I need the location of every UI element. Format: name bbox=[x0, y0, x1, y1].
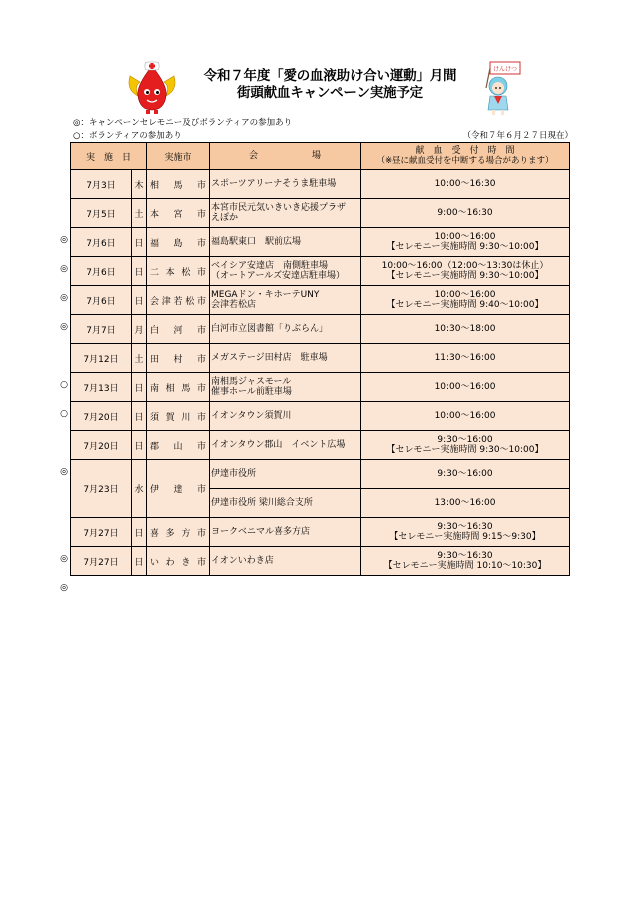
time-line: 10:00～16:00 bbox=[434, 382, 496, 392]
cell-time bbox=[361, 286, 570, 315]
cell-venue bbox=[210, 460, 361, 489]
time-line: 9:30～16:30 bbox=[437, 551, 493, 561]
venue-line: イオンタウン郡山 イベント広場 bbox=[211, 440, 346, 450]
header-date: 実 施 日 bbox=[71, 143, 147, 170]
time-line: 10:30～18:00 bbox=[434, 324, 496, 334]
cell-date: 7月6日 bbox=[71, 286, 132, 315]
cell-weekday: 日 bbox=[132, 402, 147, 431]
cell-time bbox=[361, 199, 570, 228]
schedule-body bbox=[71, 170, 570, 576]
venue-line: イオンタウン須賀川 bbox=[211, 411, 292, 421]
cell-weekday: 土 bbox=[132, 199, 147, 228]
title-line-2: 街頭献血キャンペーン実施予定 bbox=[237, 85, 423, 101]
time-line: 【セレモニー実施時間 9:30～10:00】 bbox=[386, 445, 544, 455]
cell-time bbox=[361, 170, 570, 199]
cell-venue bbox=[210, 199, 361, 228]
cell-date: 7月23日 bbox=[71, 460, 132, 518]
participation-mark: ○ bbox=[60, 379, 68, 390]
venue-line: 催事ホール前駐車場 bbox=[211, 387, 292, 397]
legend-double-circle: ◎：キャンペーンセレモニー及びボランティアの参加あり bbox=[73, 118, 293, 128]
cell-weekday: 日 bbox=[132, 228, 147, 257]
cell-venue bbox=[210, 344, 361, 373]
cell-time bbox=[361, 315, 570, 344]
blood-drop-mascot-icon bbox=[124, 56, 180, 116]
cell-time bbox=[361, 228, 570, 257]
table-row bbox=[71, 257, 570, 286]
table-row bbox=[71, 373, 570, 402]
cell-date: 7月20日 bbox=[71, 431, 132, 460]
cell-city: 会津若松市 bbox=[147, 286, 210, 315]
cell-weekday: 日 bbox=[132, 431, 147, 460]
table-row bbox=[71, 460, 570, 489]
venue-line: MEGAドン・キホーテUNY bbox=[211, 290, 320, 300]
venue-line: 伊達市役所 梁川総合支所 bbox=[211, 498, 313, 508]
table-row bbox=[71, 402, 570, 431]
cell-city: 二本松市 bbox=[147, 257, 210, 286]
table-row bbox=[71, 315, 570, 344]
venue-line: 会津若松店 bbox=[211, 300, 257, 310]
time-line: 10:00～16:00（12:00～13:30は休止） bbox=[381, 261, 549, 271]
time-line: 9:30～16:00 bbox=[437, 469, 493, 479]
venue-line: 南相馬ジャスモール bbox=[211, 377, 292, 387]
cell-venue bbox=[210, 489, 361, 518]
cell-time bbox=[361, 431, 570, 460]
venue-line: 伊達市役所 bbox=[211, 469, 257, 479]
table-row bbox=[71, 344, 570, 373]
cell-city: 南相馬市 bbox=[147, 373, 210, 402]
cell-weekday: 水 bbox=[132, 460, 147, 518]
time-line: 【セレモニー実施時間 9:40～10:00】 bbox=[386, 300, 544, 310]
cell-venue bbox=[210, 257, 361, 286]
venue-line: 白河市立図書館「りぶらん」 bbox=[211, 324, 329, 334]
time-line: 11:30～16:00 bbox=[434, 353, 496, 363]
cell-city: いわき市 bbox=[147, 547, 210, 576]
cell-weekday: 日 bbox=[132, 518, 147, 547]
cell-city: 喜多方市 bbox=[147, 518, 210, 547]
cell-venue bbox=[210, 315, 361, 344]
cell-date: 7月20日 bbox=[71, 402, 132, 431]
table-row bbox=[71, 431, 570, 460]
cell-date: 7月12日 bbox=[71, 344, 132, 373]
cell-date: 7月13日 bbox=[71, 373, 132, 402]
time-line: 10:00～16:00 bbox=[434, 290, 496, 300]
cell-venue bbox=[210, 373, 361, 402]
cell-city: 須賀川市 bbox=[147, 402, 210, 431]
cell-date: 7月3日 bbox=[71, 170, 132, 199]
time-line: 10:00～16:00 bbox=[434, 232, 496, 242]
cell-weekday: 日 bbox=[132, 547, 147, 576]
cell-weekday: 月 bbox=[132, 315, 147, 344]
participation-mark: ◎ bbox=[60, 234, 68, 245]
cell-weekday: 日 bbox=[132, 257, 147, 286]
header-venue: 会 場 bbox=[210, 143, 361, 170]
cell-time bbox=[361, 257, 570, 286]
mascot-sign-text: けんけつ bbox=[492, 66, 518, 73]
venue-line: 本宮市民元気いきいき応援プラザ bbox=[211, 203, 347, 213]
venue-line: メガステージ田村店 駐車場 bbox=[211, 353, 328, 363]
cell-time bbox=[361, 344, 570, 373]
cell-time bbox=[361, 402, 570, 431]
time-line: 【セレモニー実施時間 9:30～10:00】 bbox=[386, 271, 544, 281]
header-city: 実施市 bbox=[147, 143, 210, 170]
table-row bbox=[71, 170, 570, 199]
cell-venue bbox=[210, 286, 361, 315]
cell-date: 7月27日 bbox=[71, 518, 132, 547]
time-line: 9:00～16:30 bbox=[437, 208, 493, 218]
participation-mark: ◎ bbox=[60, 466, 68, 477]
time-line: 13:00～16:00 bbox=[434, 498, 496, 508]
as-of-date: （令和７年６月２７日現在） bbox=[462, 131, 573, 141]
cell-time bbox=[361, 518, 570, 547]
title-line-1: 令和７年度「愛の血液助け合い運動」月間 bbox=[203, 68, 457, 84]
cell-venue bbox=[210, 518, 361, 547]
cell-date: 7月6日 bbox=[71, 228, 132, 257]
cell-weekday: 木 bbox=[132, 170, 147, 199]
table-row bbox=[71, 228, 570, 257]
mascot-girl-icon bbox=[476, 58, 526, 116]
table-row bbox=[71, 199, 570, 228]
cell-city: 郡山市 bbox=[147, 431, 210, 460]
venue-line: イオンいわき店 bbox=[211, 556, 274, 566]
time-line: 9:30～16:30 bbox=[437, 522, 493, 532]
cell-venue bbox=[210, 228, 361, 257]
cell-venue bbox=[210, 547, 361, 576]
time-line: 【セレモニー実施時間 10:10～10:30】 bbox=[383, 561, 547, 571]
cell-venue bbox=[210, 431, 361, 460]
header-time-line2: （※昼に献血受付を中断する場合があります） bbox=[376, 156, 554, 166]
legend-circle: ○：ボランティアの参加あり bbox=[73, 131, 182, 141]
cell-city: 相馬市 bbox=[147, 170, 210, 199]
cell-time bbox=[361, 547, 570, 576]
cell-date: 7月27日 bbox=[71, 547, 132, 576]
cell-date: 7月5日 bbox=[71, 199, 132, 228]
table-row bbox=[71, 286, 570, 315]
venue-line: ベイシア安達店 南側駐車場 bbox=[211, 261, 329, 271]
participation-mark: ◎ bbox=[60, 321, 68, 332]
cell-time bbox=[361, 489, 570, 518]
cell-date: 7月7日 bbox=[71, 315, 132, 344]
time-line: 9:30～16:00 bbox=[437, 435, 493, 445]
table-header-row bbox=[71, 143, 570, 170]
cell-venue bbox=[210, 170, 361, 199]
venue-line: 福島駅東口 駅前広場 bbox=[211, 237, 302, 247]
schedule-table bbox=[70, 142, 570, 576]
participation-mark: ◎ bbox=[60, 553, 68, 564]
time-line: 【セレモニー実施時間 9:30～10:00】 bbox=[386, 242, 544, 252]
cell-city: 福島市 bbox=[147, 228, 210, 257]
participation-mark: ◎ bbox=[60, 292, 68, 303]
venue-line: （オートアールズ安達店駐車場） bbox=[211, 271, 346, 281]
cell-city: 伊達市 bbox=[147, 460, 210, 518]
time-line: 【セレモニー実施時間 9:15～9:30】 bbox=[389, 532, 541, 542]
time-line: 10:00～16:00 bbox=[434, 411, 496, 421]
participation-mark: ◎ bbox=[60, 582, 68, 593]
cell-venue bbox=[210, 402, 361, 431]
time-line: 10:00～16:30 bbox=[434, 179, 496, 189]
participation-mark: ○ bbox=[60, 408, 68, 419]
header-time bbox=[361, 143, 570, 170]
cell-weekday: 日 bbox=[132, 286, 147, 315]
cell-weekday: 土 bbox=[132, 344, 147, 373]
table-row bbox=[71, 547, 570, 576]
cell-weekday: 日 bbox=[132, 373, 147, 402]
cell-time bbox=[361, 373, 570, 402]
venue-line: ヨークベニマル喜多方店 bbox=[211, 527, 311, 537]
cell-city: 本宮市 bbox=[147, 199, 210, 228]
header-time-line1: 献 血 受 付 時 間 bbox=[415, 146, 515, 156]
cell-date: 7月6日 bbox=[71, 257, 132, 286]
cell-time bbox=[361, 460, 570, 489]
cell-city: 田村市 bbox=[147, 344, 210, 373]
title-block bbox=[190, 68, 470, 102]
venue-line: スポーツアリーナそうま駐車場 bbox=[211, 179, 337, 189]
venue-line: えぽか bbox=[211, 213, 239, 223]
cell-city: 白河市 bbox=[147, 315, 210, 344]
participation-mark: ◎ bbox=[60, 263, 68, 274]
table-row bbox=[71, 518, 570, 547]
